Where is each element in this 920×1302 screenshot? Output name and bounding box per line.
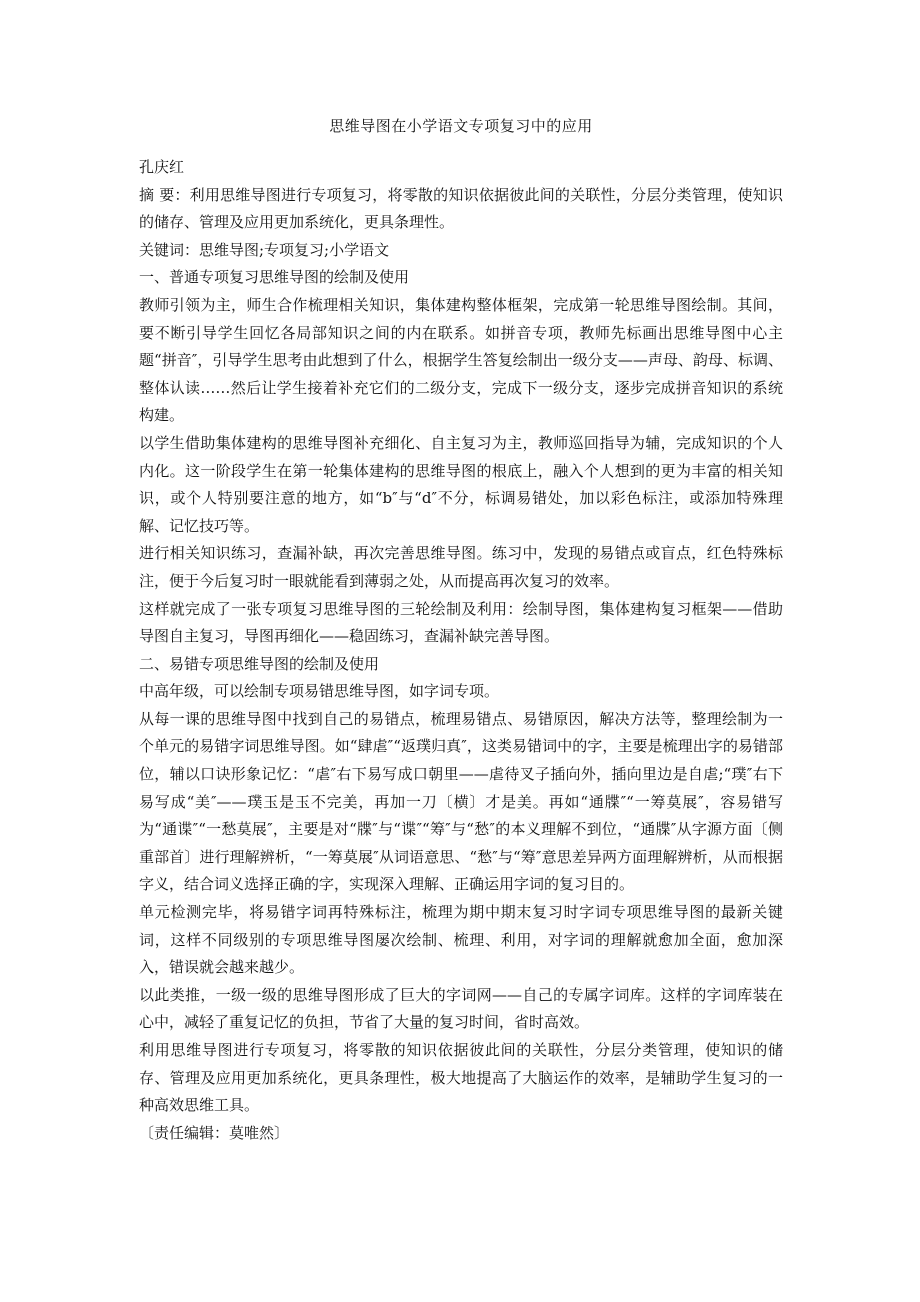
document-page bbox=[139, 112, 783, 1147]
conclusion-paragraph: 利用思维导图进行专项复习，将零散的知识依据彼此间的关联性，分层分类管理，使知识的储存、管理及应用更加系统化，更具条理性，极大地提高了大脑运作的效率，是辅助学生复习的一种高效思维工具。 bbox=[139, 1041, 783, 1115]
author: 孔庆红 bbox=[139, 158, 185, 176]
keywords: 关键词：思维导图;专项复习;小学语文 bbox=[139, 240, 390, 259]
abstract: 摘 要：利用思维导图进行专项复习，将零散的知识依据彼此间的关联性，分层分类管理，使知识的储存、管理及应用更加系统化，更具条理性。 bbox=[139, 185, 783, 232]
paragraph: 进行相关知识练习，查漏补缺，再次完善思维导图。练习中，发现的易错点或盲点，红色特殊标注，便于今后复习时一眼就能看到薄弱之处，从而提高再次复习的效率。 bbox=[139, 544, 783, 590]
paragraph: 这样就完成了一张专项复习思维导图的三轮绘制及利用：绘制导图，集体建构复习框架——借助导图自主复习，导图再细化——稳固练习，查漏补缺完善导图。 bbox=[139, 599, 783, 646]
document-title: 思维导图在小学语文专项复习中的应用 bbox=[329, 117, 593, 135]
paragraph: 中高年级，可以绘制专项易错思维导图，如字词专项。 bbox=[139, 682, 500, 701]
section-heading-2: 二、易错专项思维导图的绘制及使用 bbox=[139, 654, 380, 673]
paragraph: 以学生借助集体建构的思维导图补充细化、自主复习为主，教师巡回指导为辅，完成知识的个人内化。这一阶段学生在第一轮集体建构的思维导图的根底上，融入个人想到的更为丰富的相关知识，或个人特别要注意的地方，如“b″与“d″不分，标调易错处，加以彩色标注，或添加特殊理解、记忆技巧等。 bbox=[139, 433, 783, 535]
section-heading-1: 一、普通专项复习思维导图的绘制及使用 bbox=[139, 268, 410, 287]
paragraph: 以此类推，一级一级的思维导图形成了巨大的字词网——自己的专属字词库。这样的字词库装在心中，减轻了重复记忆的负担，节省了大量的复习时间，省时高效。 bbox=[139, 985, 783, 1032]
paragraph: 从每一课的思维导图中找到自己的易错点，梳理易错点、易错原因，解决方法等，整理绘制为一个单元的易错字词思维导图。如“肆虐″“返璞归真″，这类易错词中的字，主要是梳理出字的易错部位，辅以口诀形象记忆：“虐″右下易写成口朝里——虐待叉子插向外，插向里边是自虐;“璞″右下易写成“美″——璞玉是玉不完美，再加一刀〔横〕才是美。再如“通牒″“一筹莫展″，容易错写为“通谍″“一愁莫展″，主要是对“牒″与“谍″“筹″与“愁″的本义理解不到位，“通牒″从字源方面〔侧重部首〕进行理解辨析，“一筹莫展″从词语意思、“愁″与“筹″意思差异两方面理解辨析，从而根据字义，结合词义选择正确的字，实现深入理解、正确运用字词的复习目的。 bbox=[139, 709, 783, 894]
editor-note: 〔责任编辑：莫唯然〕 bbox=[139, 1123, 290, 1142]
paragraph: 教师引领为主，师生合作梳理相关知识，集体建构整体框架，完成第一轮思维导图绘制。其间，要不断引导学生回忆各局部知识之间的内在联系。如拼音专项，教师先标画出思维导图中心主题“拼音″，引导学生思考由此想到了什么，根据学生答复绘制出一级分支——声母、韵母、标调、整体认读……然后让学生接着补充它们的二级分支，完成下一级分支，逐步完成拼音知识的系统构建。 bbox=[139, 295, 783, 425]
paragraph: 单元检测完毕，将易错字词再特殊标注，梳理为期中期末复习时字词专项思维导图的最新关键词，这样不同级别的专项思维导图屡次绘制、梳理、利用，对字词的理解就愈加全面，愈加深入，错误就会越来越少。 bbox=[139, 903, 783, 977]
